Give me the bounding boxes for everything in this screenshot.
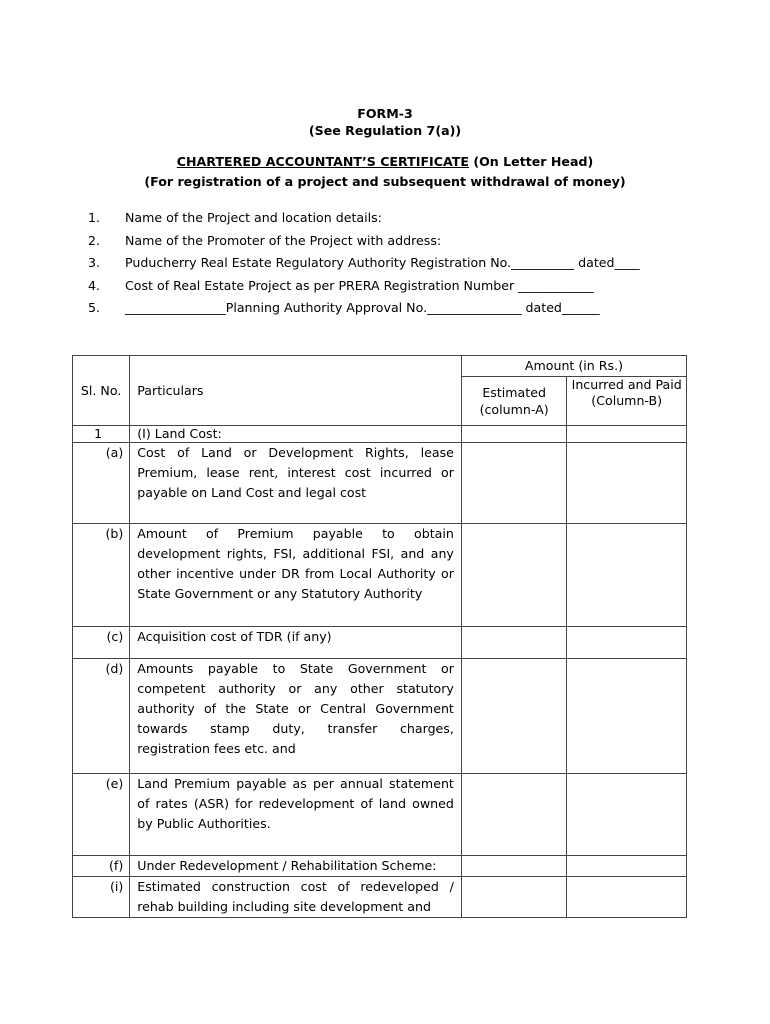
certificate-title-suffix: (On Letter Head): [468, 154, 594, 169]
row-sl: (b): [73, 524, 130, 627]
row-incurred-cell[interactable]: [567, 877, 687, 918]
row-particulars: Amounts payable to State Government or competent authority or any other statutory authority of the State or Central Government towards stamp duty, transfer charges, registration fees etc. and: [130, 659, 462, 774]
row-estimated-cell[interactable]: [461, 774, 567, 856]
row-incurred-cell[interactable]: [567, 659, 687, 774]
row-incurred-cell[interactable]: [567, 774, 687, 856]
row-sl: 1: [73, 426, 130, 443]
row-estimated-cell[interactable]: [461, 524, 567, 627]
row-particulars: Cost of Land or Development Rights, lease Premium, lease rent, interest cost incurred or payable on Land Cost and legal cost: [130, 443, 462, 524]
row-incurred-cell[interactable]: [567, 627, 687, 659]
table-row: [73, 856, 687, 877]
certificate-subtitle: (For registration of a project and subsequent withdrawal of money): [144, 174, 626, 189]
row-estimated-cell[interactable]: [461, 627, 567, 659]
item-text: Cost of Real Estate Project as per PRERA Registration Number ____________: [125, 277, 594, 293]
table-row: [73, 443, 687, 524]
row-sl: (c): [73, 627, 130, 659]
item-text: Name of the Project and location details:: [125, 210, 382, 225]
cost-table: [72, 355, 687, 918]
row-incurred-cell[interactable]: [567, 856, 687, 877]
row-particulars: Acquisition cost of TDR (if any): [130, 627, 462, 659]
row-sl: (f): [73, 856, 130, 877]
row-incurred-cell[interactable]: [567, 426, 687, 443]
header-particulars: Particulars: [130, 356, 462, 426]
regulation-reference: (See Regulation 7(a)): [308, 123, 462, 138]
row-estimated-cell[interactable]: [461, 856, 567, 877]
row-particulars: Estimated construction cost of redeveloped / rehab building including site development and: [130, 877, 462, 918]
certificate-title: [0, 152, 770, 172]
header-estimated: Estimated (column-A): [461, 377, 567, 426]
row-estimated-cell[interactable]: [461, 659, 567, 774]
row-particulars: Amount of Premium payable to obtain development rights, FSI, additional FSI, and any other incentive under DR from Local Authority or State Government or any Statutory Authority: [130, 524, 462, 627]
table-row: [73, 659, 687, 774]
form-number: FORM-3: [357, 106, 413, 121]
item-text: Puducherry Real Estate Regulatory Authority Registration No.__________ dated____: [125, 255, 640, 270]
item-number: 1.: [88, 210, 101, 225]
item-number: 4.: [88, 277, 101, 293]
header-sl-no: Sl. No.: [73, 356, 130, 426]
row-sl: (i): [73, 877, 130, 918]
certificate-title-main: CHARTERED ACCOUNTANT’S CERTIFICATE: [176, 154, 469, 169]
row-particulars: Under Redevelopment / Rehabilitation Scheme:: [130, 856, 462, 877]
row-estimated-cell[interactable]: [461, 426, 567, 443]
item-number: 2.: [88, 232, 101, 248]
table-row: [73, 774, 687, 856]
row-estimated-cell[interactable]: [461, 443, 567, 524]
row-particulars: Land Premium payable as per annual statement of rates (ASR) for redevelopment of land owned by Public Authorities.: [130, 774, 462, 856]
row-incurred-cell[interactable]: [567, 443, 687, 524]
item-number: 3.: [88, 255, 101, 270]
header-incurred: Incurred and Paid (Column-B): [567, 377, 687, 426]
table-row: [73, 877, 687, 918]
row-sl: (d): [73, 659, 130, 774]
item-text: ________________Planning Authority Approval No._______________ dated______: [125, 300, 600, 315]
table-row: [73, 627, 687, 659]
table-row: [73, 524, 687, 627]
table-header-row: [73, 356, 687, 377]
row-incurred-cell[interactable]: [567, 524, 687, 627]
row-sl: (e): [73, 774, 130, 856]
table-row: [73, 426, 687, 443]
row-sl: (a): [73, 443, 130, 524]
row-particulars: (I) Land Cost:: [130, 426, 462, 443]
header-amount: Amount (in Rs.): [461, 356, 686, 377]
item-number: 5.: [88, 300, 101, 315]
row-estimated-cell[interactable]: [461, 877, 567, 918]
item-text: Name of the Promoter of the Project with address:: [125, 232, 442, 248]
